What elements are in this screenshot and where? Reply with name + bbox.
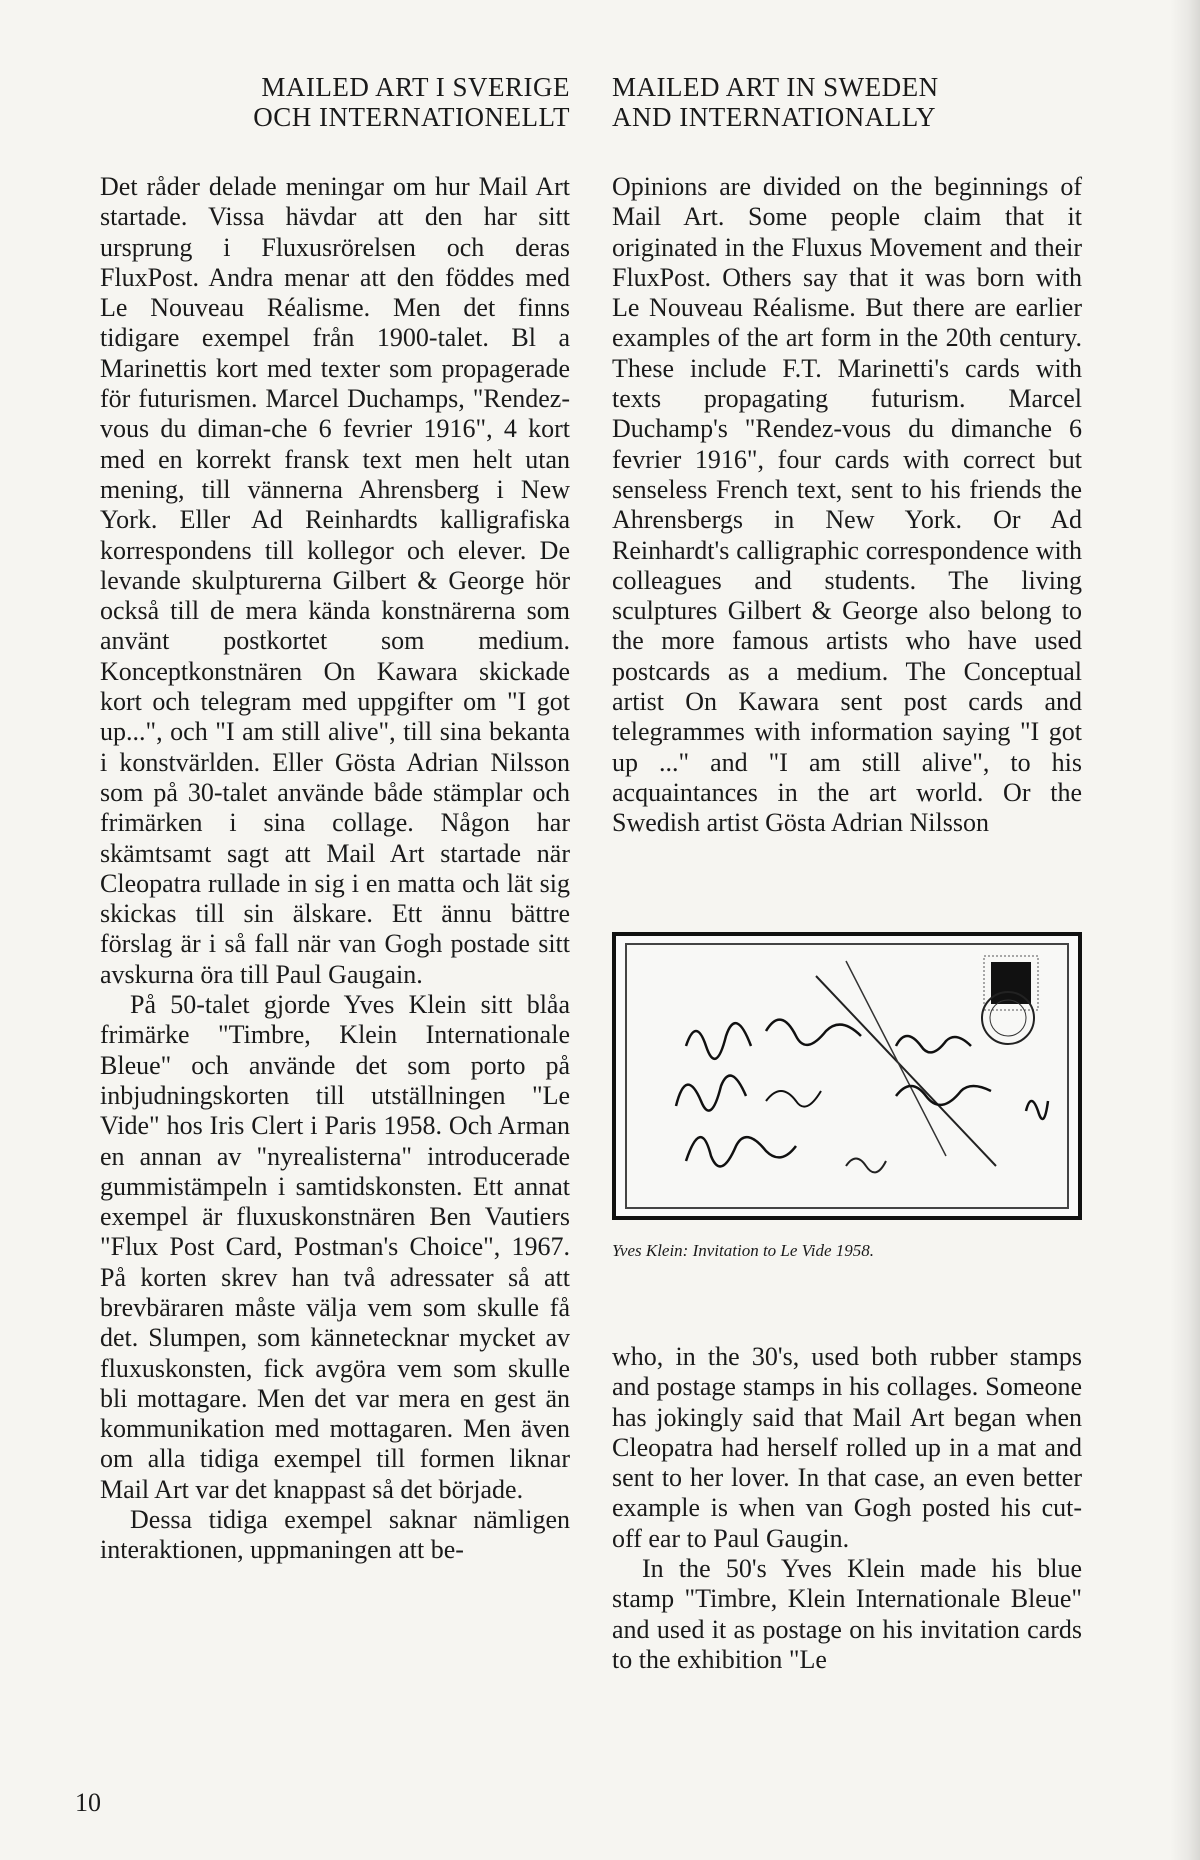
page-edge-shadow	[1170, 0, 1200, 1860]
swedish-paragraph-2: På 50-talet gjorde Yves Klein sitt blåa frimärke "Timbre, Klein Internationale Bleue" och använde det som porto på inbjudningskorten till utställningen "Le Vide" hos Iris Clert i Paris 1958. Och Arman en annan av "nyrealisterna" introducerade gummistämpeln i samtidskonsten. Ett annat exempel är fluxuskonstnären Ben Vautiers "Flux Post Card, Postman's Choice", 1967. På korten skrev han två adressater så att brevbäraren måste välja vem som skulle få det. Slumpen, som kännetecknar mycket av fluxuskonsten, fick avgöra vem som skulle bli mottagare. Men det var mera en gest än kommunikation med mottagaren. Men även om alla tidiga exempel till formen liknar Mail Art var det knappast så det började.	[100, 990, 570, 1504]
english-heading-line2: AND INTERNATIONALLY	[612, 102, 936, 132]
envelope-illustration	[616, 936, 1078, 1216]
swedish-heading-line2: OCH INTERNATIONELLT	[253, 102, 570, 132]
figure-invitation	[612, 932, 1082, 1262]
figure-caption: Yves Klein: Invitation to Le Vide 1958.	[612, 1241, 875, 1260]
envelope-photo	[612, 932, 1082, 1220]
english-heading-line1: MAILED ART IN SWEDEN	[612, 72, 939, 102]
english-body	[612, 172, 1082, 839]
english-column	[612, 72, 1082, 839]
swedish-column	[100, 72, 570, 1566]
english-continuation	[612, 1342, 1082, 1675]
swedish-heading	[100, 72, 570, 132]
swedish-paragraph-3: Dessa tidiga exempel saknar nämligen interaktionen, uppmaningen att be-	[100, 1505, 570, 1565]
swedish-paragraph-1: Det råder delade meningar om hur Mail Art startade. Vissa hävdar att den har sitt ursprung i Fluxusrörelsen och deras FluxPost. Andra menar att den föddes med Le Nouveau Réalisme. Men det finns tidigare exempel från 1900-talet. Bl a Marinettis kort med texter som propagerade för futurismen. Marcel Duchamps, "Rendez-vous du diman-che 6 fevrier 1916", 4 kort med en korrekt fransk text men helt utan mening, till vännerna Ahrensberg i New York. Eller Ad Reinhardts kalligrafiska korrespondens till kollegor och elever. De levande skulpturerna Gilbert & George hör också till de mera kända konstnärerna som använt postkortet som medium. Konceptkonstnären On Kawara skickade kort och telegram med uppgifter om "I got up...", och "I am still alive", till sina bekanta i konstvärlden. Eller Gösta Adrian Nilsson som på 30-talet använde både stämplar och frimärken i sina collage. Någon har skämtsamt sagt att Mail Art startade när Cleopatra rullade in sig i en matta och lät sig skickas till sin älskare. Ett ännu bättre förslag är i så fall när van Gogh postade sitt avskurna öra till Paul Gaugain.	[100, 172, 570, 989]
page-number: 10	[75, 1788, 101, 1817]
english-heading	[612, 72, 1082, 132]
swedish-body	[100, 172, 570, 1566]
english-paragraph-2: who, in the 30's, used both rubber stamps and postage stamps in his collages. Someone has jokingly said that Mail Art began when Cleopatra had herself rolled up in a mat and sent to her lover. In that case, an even better example is when van Gogh posted his cut-off ear to Paul Gaugin.	[612, 1342, 1082, 1553]
english-paragraph-1: Opinions are divided on the beginnings of Mail Art. Some people claim that it originated in the Fluxus Movement and their FluxPost. Others say that it was born with Le Nouveau Réalisme. But there are earlier examples of the art form in the 20th century. These include F.T. Marinetti's cards with texts propagating futurism. Marcel Duchamp's "Rendez-vous du dimanche 6 fevrier 1916", four cards with correct but senseless French text, sent to his friends the Ahrensbergs in New York. Or Ad Reinhardt's calligraphic correspondence with colleagues and students. The living sculptures Gilbert & George also belong to the more famous artists who have used postcards as a medium. The Conceptual artist On Kawara sent post cards and telegrammes with information saying "I got up ..." and "I am still alive", to his acquaintances in the art world. Or the Swedish artist Gösta Adrian Nilsson	[612, 172, 1082, 838]
swedish-heading-line1: MAILED ART I SVERIGE	[261, 72, 570, 102]
english-paragraph-3: In the 50's Yves Klein made his blue stamp "Timbre, Klein Internationale Bleue" and used it as postage on his invitation cards to the exhibition "Le	[612, 1554, 1082, 1674]
